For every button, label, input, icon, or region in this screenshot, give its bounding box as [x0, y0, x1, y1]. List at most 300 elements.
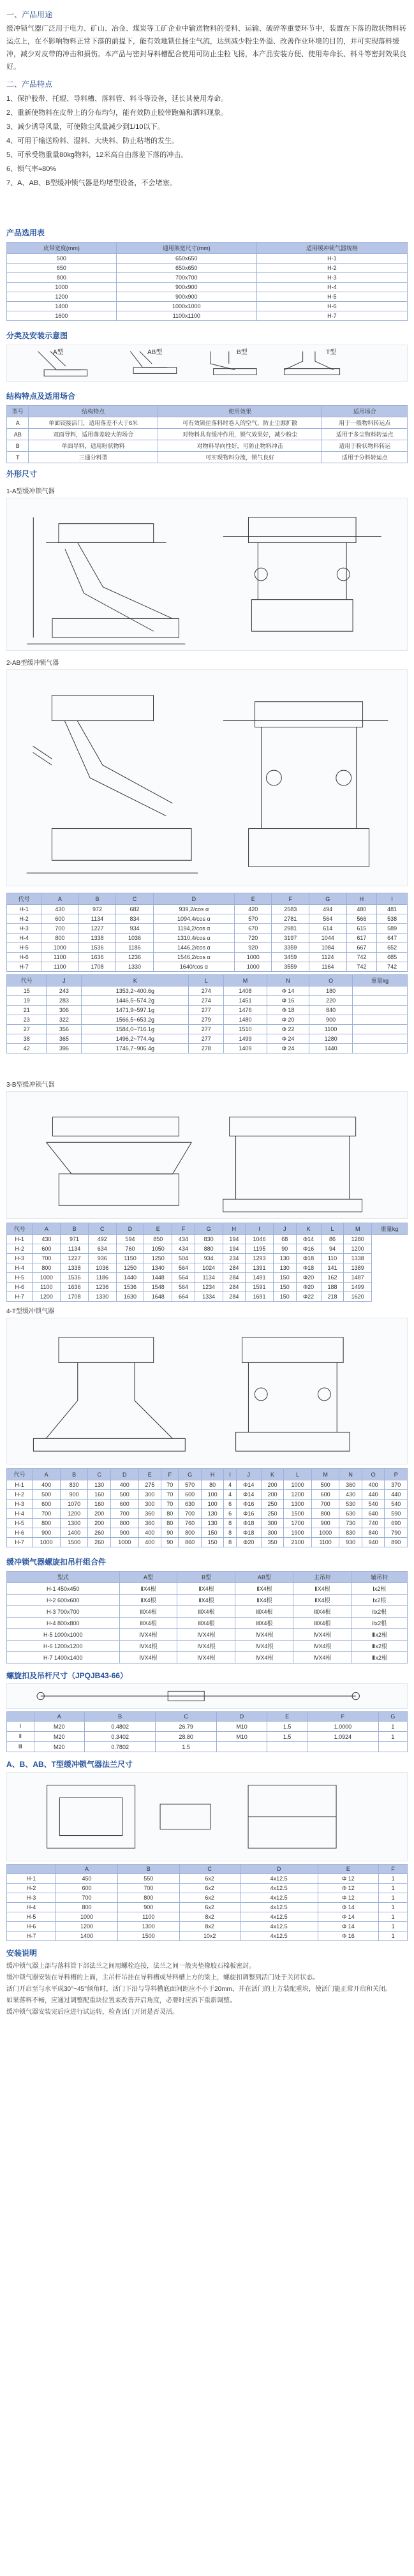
table-cell: 1100: [311, 1538, 339, 1547]
table-cell: 920: [234, 943, 272, 953]
table-header-cell: C: [88, 1223, 116, 1235]
table-header-cell: L: [284, 1469, 312, 1480]
table-header-cell: H: [346, 893, 377, 905]
table-cell: 650: [7, 264, 117, 273]
table-header-cell: D: [116, 1223, 144, 1235]
table-header-cell: O: [362, 1469, 385, 1480]
table-cell: 800: [179, 1528, 202, 1538]
table-cell: 1500: [284, 1509, 312, 1519]
table-cell: 1000: [234, 962, 272, 972]
table-cell: 300: [261, 1528, 284, 1538]
table-cell: 564: [172, 1273, 195, 1283]
table-cell: 504: [172, 1254, 195, 1263]
table-cell: 700: [110, 1509, 138, 1519]
table-cell: 400: [362, 1480, 385, 1490]
table-cell: H-4: [7, 1509, 33, 1519]
table-cell: B: [7, 440, 29, 452]
table-cell: Ⅰx2根: [351, 1595, 408, 1606]
table-cell: 1448: [144, 1273, 172, 1283]
table-header-cell: B: [117, 1865, 179, 1874]
table-cell: 600: [41, 914, 79, 924]
table-cell: 1496,2~774.4g: [82, 1034, 189, 1044]
table-cell: 1100: [41, 962, 79, 972]
table-cell: 594: [116, 1235, 144, 1244]
table-header-row: [7, 893, 408, 905]
table-cell: 275: [138, 1480, 161, 1490]
table-cell: 1640/cos α: [153, 962, 234, 972]
table-cell: 564: [172, 1263, 195, 1273]
table-row: [7, 1254, 408, 1263]
table-cell: 1338: [78, 934, 116, 943]
table-cell: [378, 1742, 407, 1752]
table-cell: ⅣX4根: [177, 1629, 235, 1641]
table-cell: 0.7802: [84, 1742, 156, 1752]
table-cell: H-7: [7, 1538, 33, 1547]
table-header-cell: D: [110, 1469, 138, 1480]
table-cell: ⅣX4根: [293, 1629, 351, 1641]
features-heading: 二、产品特点: [6, 80, 53, 89]
table-cell: H-2 600x600: [7, 1595, 120, 1606]
table-cell: 1036: [116, 934, 154, 943]
table-cell: 600: [56, 1884, 118, 1893]
type-label-b: B型: [237, 349, 248, 356]
table-row: [7, 1652, 408, 1664]
table-cell: 1566,5~653.2g: [82, 1015, 189, 1025]
table-cell: 1000: [311, 1528, 339, 1538]
table-cell: 6x2: [179, 1884, 240, 1893]
table-row: [7, 914, 408, 924]
table-cell: 8: [224, 1528, 236, 1538]
table-header-cell: C: [156, 1712, 216, 1722]
table-header-row: [7, 975, 408, 986]
table-cell: ⅡX4根: [293, 1595, 351, 1606]
table-cell: 1536: [61, 1273, 89, 1283]
ab-dims-table-2: [6, 974, 408, 1053]
table-cell: 150: [201, 1528, 224, 1538]
table-header-cell: K: [82, 975, 189, 986]
table-cell: Φ18: [236, 1528, 261, 1538]
table-header-cell: J: [273, 1223, 296, 1235]
table-cell: 用于一般物料转运点: [322, 417, 408, 429]
table-cell: 4x12.5: [240, 1903, 318, 1912]
intro-text: 缓冲锁气器广泛用于电力、矿山、冶金、煤炭等工矿企业中输送物料的受料、运输、破碎等重要环节中，装置在下落的散状物料转运点上，在不影响物料正常下落的前提下，能有效地锁住扬尘气流，达到减少粉尘外溢、改善作业环境的目的，并可实现落料缓冲，减少对皮带的冲击和损伤。本产品与密封导料槽配合使用可防止尘粒飞扬，本产品安装方便、使用寿命长、料斗等密封效果良好。: [6, 25, 406, 71]
table-cell: 1: [379, 1922, 408, 1932]
table-cell: 150: [201, 1538, 224, 1547]
table-cell: 830: [195, 1235, 223, 1244]
table-cell: 1708: [78, 962, 116, 972]
table-cell: Ⅲx2根: [351, 1652, 408, 1664]
table-cell: 1000: [110, 1538, 138, 1547]
table-cell: 3197: [272, 934, 309, 943]
table-cell: 800: [117, 1893, 179, 1903]
b-type-drawing: [6, 1091, 408, 1219]
table-cell: 860: [179, 1538, 202, 1547]
table-cell: 570: [234, 914, 272, 924]
table-cell: 8: [224, 1538, 236, 1547]
table-row: [7, 1722, 408, 1732]
table-row: [7, 302, 408, 311]
feature-item: 2、重新使物料在皮带上的分布均匀，能有效防止胶带跑偏和洒料现象。: [6, 109, 228, 117]
table-header-cell: 代号: [7, 1223, 33, 1235]
table-cell: 4x12.5: [240, 1922, 318, 1932]
table-cell: 260: [88, 1538, 111, 1547]
table-cell: 760: [116, 1244, 144, 1254]
table-cell: 617: [346, 934, 377, 943]
table-cell: 360: [138, 1509, 161, 1519]
t-dims-table: [6, 1468, 408, 1547]
table-cell: 0.3402: [84, 1732, 156, 1742]
table-cell: 250: [261, 1500, 284, 1509]
table-cell: 1200: [284, 1490, 312, 1500]
table-cell: 100: [201, 1490, 224, 1500]
table-header-cell: C: [179, 1865, 240, 1874]
table-cell: 360: [138, 1519, 161, 1528]
table-cell: 277: [189, 1025, 224, 1034]
table-cell: 900: [117, 1903, 179, 1912]
table-cell: 614: [309, 924, 347, 934]
table-cell: ⅡX4根: [235, 1583, 293, 1595]
table-cell: Φ20: [296, 1273, 321, 1283]
table-cell: 适用于多尘物料转运点: [322, 429, 408, 440]
table-cell: Φ 18: [267, 1006, 309, 1015]
table-header-cell: K: [261, 1469, 284, 1480]
table-cell: 350: [261, 1538, 284, 1547]
table-cell: Φ 16: [267, 996, 309, 1006]
table-cell: Φ 12: [318, 1874, 379, 1884]
table-cell: 4x12.5: [240, 1912, 318, 1922]
table-header-cell: 主吊杆: [293, 1572, 351, 1583]
table-cell: 1.5: [267, 1732, 307, 1742]
table-header-cell: 重量kg: [372, 1223, 408, 1235]
table-cell: 3359: [272, 943, 309, 953]
table-cell: H-3 700x700: [7, 1606, 120, 1618]
table-cell: Φ 14: [267, 986, 309, 996]
table-cell: 130: [201, 1519, 224, 1528]
table-cell: M20: [34, 1732, 84, 1742]
table-cell: 1000: [234, 953, 272, 962]
table-cell: 1471,9~597.1g: [82, 1006, 189, 1015]
table-cell: Φ 14: [318, 1912, 379, 1922]
table-cell: Φ18: [296, 1254, 321, 1263]
table-cell: 400: [110, 1480, 138, 1490]
table-cell: 4: [224, 1480, 236, 1490]
table-cell: 481: [377, 905, 408, 914]
table-cell: 640: [362, 1509, 385, 1519]
table-row: [7, 1742, 408, 1752]
table-cell: 1236: [116, 953, 154, 962]
table-cell: 1476: [224, 1006, 267, 1015]
selection-table: [6, 242, 408, 321]
table-cell: H-6 1200x1200: [7, 1641, 120, 1652]
table-row: [7, 996, 408, 1006]
table-cell: H-2: [7, 1244, 33, 1254]
table-cell: 1.5: [156, 1742, 216, 1752]
table-cell: M10: [216, 1722, 267, 1732]
table-cell: 1024: [195, 1263, 223, 1273]
table-cell: 1491: [246, 1273, 274, 1283]
table-cell: 1600: [7, 311, 117, 321]
table-cell: [352, 996, 407, 1006]
table-cell: 300: [261, 1519, 284, 1528]
table-row: [7, 283, 408, 292]
table-cell: 277: [189, 1034, 224, 1044]
table-cell: 1487: [344, 1273, 372, 1283]
table-row: [7, 1922, 408, 1932]
table-cell: H-6: [7, 1922, 56, 1932]
caption-a: 1-A型缓冲锁气器: [6, 488, 55, 495]
table-cell: 141: [321, 1263, 344, 1273]
table-cell: 70: [161, 1500, 179, 1509]
table-cell: 530: [339, 1500, 362, 1509]
table-cell: 1746,7~906.4g: [82, 1044, 189, 1053]
table-cell: 243: [47, 986, 82, 996]
table-cell: Φ14: [236, 1490, 261, 1500]
table-cell: 934: [116, 924, 154, 934]
table-cell: 130: [201, 1509, 224, 1519]
table-cell: 200: [88, 1519, 111, 1528]
table-cell: 1100x1100: [116, 311, 256, 321]
table-cell: 700: [56, 1893, 118, 1903]
table-row: [7, 1480, 408, 1490]
table-cell: 600: [179, 1490, 202, 1500]
table-cell: H-6: [7, 1283, 33, 1292]
table-cell: 4x12.5: [240, 1884, 318, 1893]
note-5: 缓冲锁气器安装完后应进行试运转，检查活门开闭是否灵活。: [6, 2009, 179, 2016]
table-cell: 1648: [144, 1292, 172, 1302]
table-header-cell: [7, 1865, 56, 1874]
table-cell: ⅡX4根: [119, 1595, 177, 1606]
table-row: [7, 1874, 408, 1884]
table-cell: 930: [339, 1538, 362, 1547]
table-header-cell: J: [236, 1469, 261, 1480]
table-cell: Φ 12: [318, 1893, 379, 1903]
table-row: [7, 943, 408, 953]
table-cell: Ⅲ: [7, 1742, 34, 1752]
table-header-row: [7, 1572, 408, 1583]
structure-table: [6, 405, 408, 463]
table-header-cell: D: [153, 893, 234, 905]
table-cell: 430: [41, 905, 79, 914]
note-1: 缓冲锁气器上部与落料管下部法兰之间用螺栓连接，法兰之间一般夹垫橡胶石棉板密封。: [6, 1963, 255, 1970]
table-header-cell: 适用场合: [322, 406, 408, 417]
table-cell: AB: [7, 429, 29, 440]
table-header-cell: F: [379, 1865, 408, 1874]
notes-title: 安装说明: [6, 1949, 38, 1958]
table-cell: 1353,2~400.6g: [82, 986, 189, 996]
table-cell: 278: [189, 1044, 224, 1053]
table-cell: 840: [309, 1006, 352, 1015]
table-cell: 单面铰接活门，适用落差不大于6米: [29, 417, 158, 429]
hanger-size-table: [6, 1711, 408, 1752]
table-row: [7, 924, 408, 934]
table-header-row: [7, 406, 408, 417]
ab-dims-table: [6, 893, 408, 972]
table-cell: 19: [7, 996, 47, 1006]
table-cell: ⅡX4根: [293, 1583, 351, 1595]
table-cell: 700: [117, 1884, 179, 1893]
table-cell: 742: [346, 962, 377, 972]
table-cell: 1330: [116, 962, 154, 972]
table-header-cell: J: [47, 975, 82, 986]
table-header-cell: F: [307, 1712, 379, 1722]
table-cell: Φ16: [236, 1500, 261, 1509]
table-cell: H-7: [7, 1292, 33, 1302]
table-cell: 160: [88, 1490, 111, 1500]
table-cell: H-2: [7, 914, 41, 924]
table-cell: 1499: [224, 1034, 267, 1044]
feature-item: 1、保护胶带、托辊、导料槽、落料管、料斗等设备，延长其使用寿命。: [6, 95, 228, 103]
table-cell: 130: [273, 1254, 296, 1263]
table-row: [7, 1618, 408, 1629]
table-cell: 1236: [88, 1283, 116, 1292]
table-cell: 1200: [344, 1244, 372, 1254]
table-cell: 1451: [224, 996, 267, 1006]
table-cell: 1338: [61, 1263, 89, 1273]
table-header-cell: O: [309, 975, 352, 986]
table-cell: 971: [61, 1235, 89, 1244]
table-header-cell: 型号: [7, 406, 29, 417]
table-cell: 800: [33, 1263, 61, 1273]
table-cell: 2583: [272, 905, 309, 914]
table-row: [7, 440, 408, 452]
table-cell: 1708: [61, 1292, 89, 1302]
table-cell: Ⅲx2根: [351, 1629, 408, 1641]
table1-title: 产品选用表: [6, 228, 45, 237]
table-header-cell: B: [84, 1712, 156, 1722]
table-cell: 1: [378, 1732, 407, 1742]
table-row: [7, 953, 408, 962]
table-cell: 830: [60, 1480, 88, 1490]
table-row: [7, 264, 408, 273]
table-header-cell: 重量kg: [352, 975, 407, 986]
table-cell: H-5: [7, 1912, 56, 1922]
table-cell: 500: [311, 1480, 339, 1490]
table-cell: Ⅰ: [7, 1722, 34, 1732]
table-cell: [216, 1742, 267, 1752]
table-cell: 790: [385, 1528, 408, 1538]
features-list: [6, 92, 408, 190]
table-cell: 1100: [117, 1912, 179, 1922]
table-cell: 1409: [224, 1044, 267, 1053]
table-cell: 322: [47, 1015, 82, 1025]
table-cell: 685: [377, 953, 408, 962]
flange-table: [6, 1864, 408, 1941]
table-header-cell: P: [385, 1469, 408, 1480]
table-cell: [352, 1015, 407, 1025]
table-cell: 1310,4/cos α: [153, 934, 234, 943]
table-cell: 1280: [309, 1034, 352, 1044]
feature-item: 3、减少诱导风量，可使除尘风量减少到1/10以下。: [6, 123, 165, 131]
table-cell: 564: [172, 1283, 195, 1292]
table-cell: H-1: [7, 1235, 33, 1244]
table-cell: H-5: [256, 292, 407, 302]
table8-title: 螺旋扣及吊杆尺寸（JPQJB43-66）: [6, 1671, 128, 1680]
table-row: [7, 1292, 408, 1302]
table-cell: 1194,2/cos α: [153, 924, 234, 934]
table-row: [7, 1034, 408, 1044]
install-flange-title: A、B、AB、T型缓冲锁气器法兰尺寸: [6, 1760, 133, 1769]
table-cell: 150: [273, 1292, 296, 1302]
table-header-cell: A: [34, 1712, 84, 1722]
table-header-cell: 皮带宽度(mm): [7, 242, 117, 254]
table-cell: H-2: [256, 264, 407, 273]
table-header-cell: G: [378, 1712, 407, 1722]
table-cell: 160: [88, 1500, 111, 1509]
table-cell: 1: [379, 1874, 408, 1884]
table-header-cell: 型式: [7, 1572, 120, 1583]
table-cell: 880: [195, 1244, 223, 1254]
table-row: [7, 1283, 408, 1292]
table-cell: 540: [362, 1500, 385, 1509]
table-header-cell: B型: [177, 1572, 235, 1583]
table-row: [7, 1932, 408, 1941]
table-cell: 200: [261, 1480, 284, 1490]
table-cell: 283: [47, 996, 82, 1006]
type-label-a: A型: [53, 349, 64, 356]
table-cell: ⅢX4根: [119, 1606, 177, 1618]
table-row: [7, 1583, 408, 1595]
table-cell: 1500: [117, 1932, 179, 1941]
table-header-row: [7, 1712, 408, 1722]
table-cell: 1124: [309, 953, 347, 962]
table-cell: 300: [138, 1500, 161, 1509]
table-header-cell: G: [195, 1223, 223, 1235]
table-cell: Φ16: [236, 1509, 261, 1519]
table-cell: 1620: [344, 1292, 372, 1302]
table-row: [7, 1273, 408, 1283]
table-cell: 94: [321, 1244, 344, 1254]
table-cell: 8x2: [179, 1912, 240, 1922]
table-cell: 277: [189, 1006, 224, 1015]
table-header-cell: E: [318, 1865, 379, 1874]
table-cell: 400: [138, 1528, 161, 1538]
table-cell: 450: [56, 1874, 118, 1884]
table-cell: 220: [309, 996, 352, 1006]
table-cell: 1050: [144, 1244, 172, 1254]
table-cell: 1200: [56, 1922, 118, 1932]
table-cell: 1630: [116, 1292, 144, 1302]
table-cell: 800: [56, 1903, 118, 1912]
table-cell: 365: [47, 1034, 82, 1044]
table-header-row: [7, 1223, 408, 1235]
table-cell: H-6: [7, 1528, 33, 1538]
table-cell: 80: [161, 1509, 179, 1519]
table-cell: 360: [339, 1480, 362, 1490]
table-cell: 284: [223, 1292, 246, 1302]
table-cell: 1510: [224, 1025, 267, 1034]
table-cell: 1: [379, 1893, 408, 1903]
table-cell: H-5: [7, 1519, 33, 1528]
table-cell: 1.0924: [307, 1732, 379, 1742]
table-cell: 双面导料，适用落差较大的场合: [29, 429, 158, 440]
table-cell: 1094,4/cos α: [153, 914, 234, 924]
table-cell: ⅡX4根: [177, 1595, 235, 1606]
note-3: 活门开启至与水平成30°~45°倾角时，活门下沿与导料槽底面间距应不小于20mm，并在活门的上方装配重块，使活门能正常开启和关闭。: [6, 1986, 392, 1993]
table-row: [7, 1490, 408, 1500]
table-cell: 934: [195, 1254, 223, 1263]
table-row: [7, 934, 408, 943]
table-header-cell: H: [223, 1223, 246, 1235]
table2-title: 结构特点及适用场合: [6, 392, 76, 401]
table-cell: 1036: [88, 1263, 116, 1273]
table-cell: 1440: [309, 1044, 352, 1053]
table-cell: M20: [34, 1742, 84, 1752]
table-cell: 700: [33, 1254, 61, 1263]
table-cell: 2981: [272, 924, 309, 934]
table-cell: 1691: [246, 1292, 274, 1302]
table-cell: 1000: [7, 283, 117, 292]
table-cell: [352, 1044, 407, 1053]
